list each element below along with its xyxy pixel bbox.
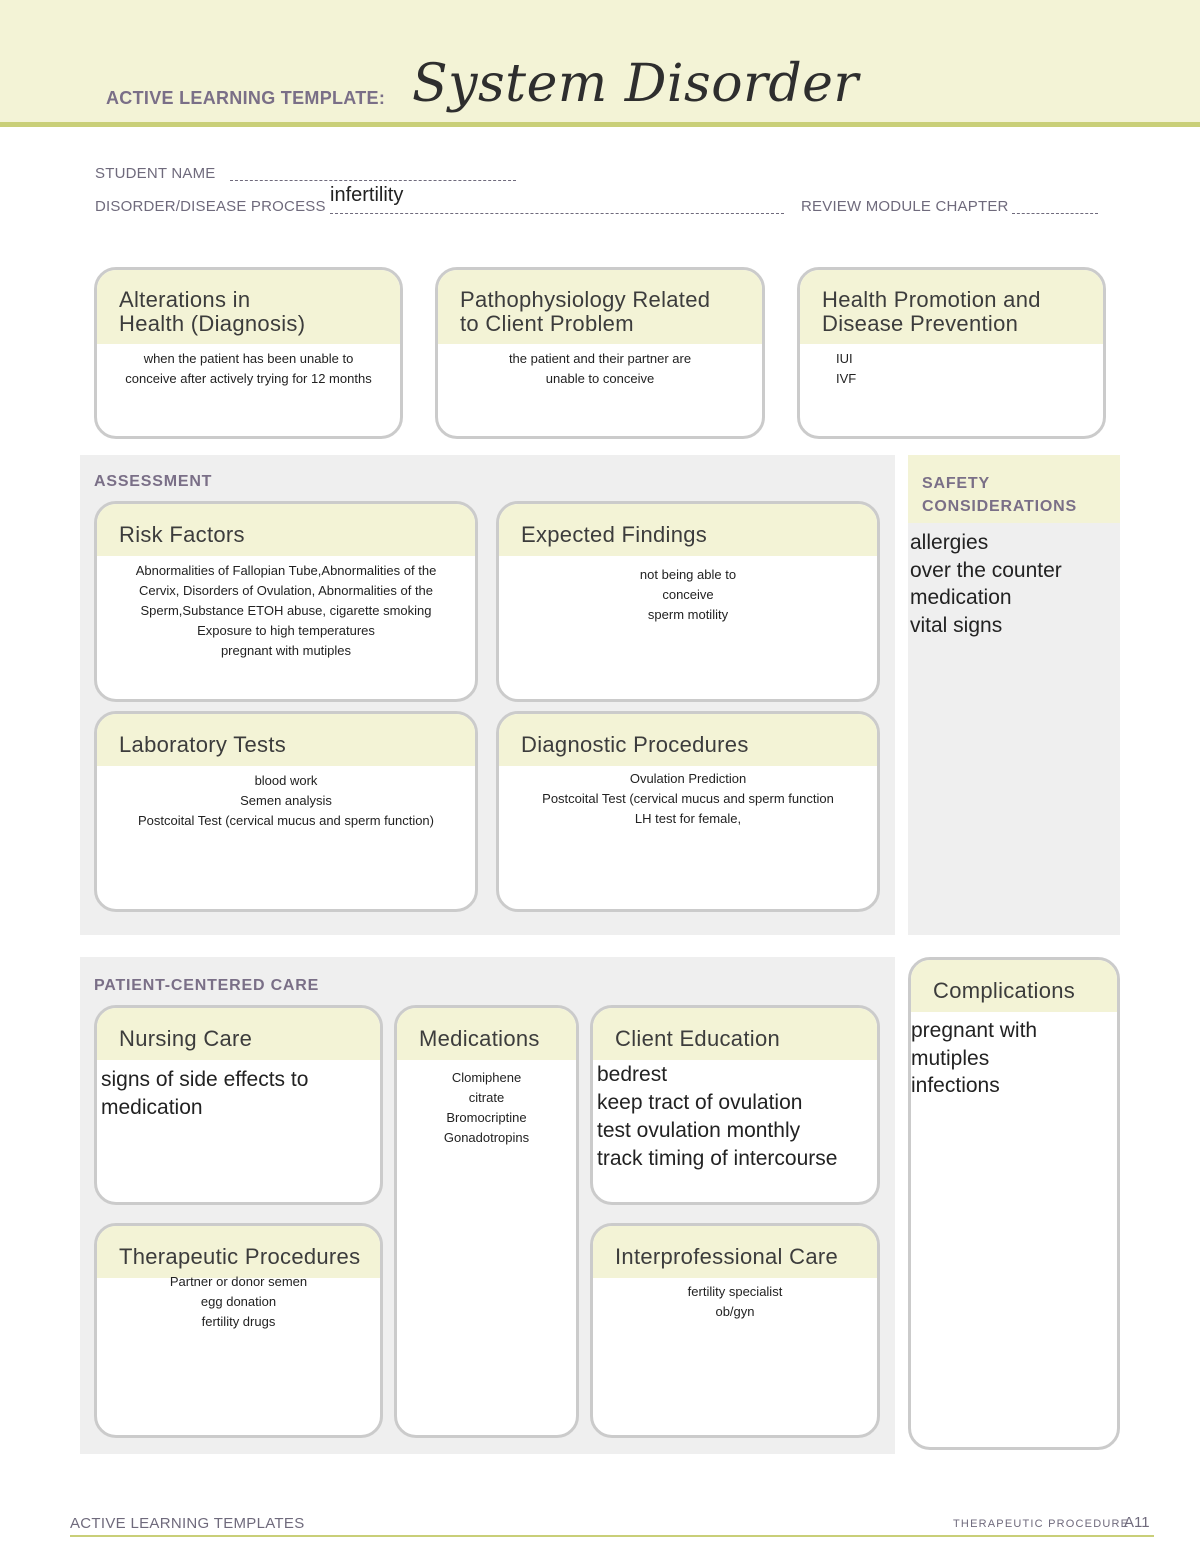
client-education-card xyxy=(590,1005,880,1205)
health-promotion-card xyxy=(797,267,1106,439)
safety-title-line1: SAFETY xyxy=(922,475,990,492)
pathophysiology-line: the patient and their partner are xyxy=(508,351,692,366)
complications-card xyxy=(908,957,1120,1450)
health-promotion-line: IVF xyxy=(836,371,857,386)
complications-line: pregnant with xyxy=(911,1019,1038,1042)
health-promotion-title-line1: Health Promotion and xyxy=(822,287,1041,312)
expected-findings-line: not being able to xyxy=(639,567,737,582)
footer-rule xyxy=(70,1535,1154,1537)
client-education-line: bedrest xyxy=(597,1063,668,1086)
alterations-line: conceive after actively trying for 12 months xyxy=(125,371,372,386)
therapeutic-procedures-line: Partner or donor semen xyxy=(169,1274,308,1289)
diagnostic-procedures-line: Ovulation Prediction xyxy=(629,771,747,786)
medications-body[interactable] xyxy=(397,1060,576,1148)
safety-header xyxy=(908,455,1120,523)
safety-column xyxy=(908,455,1120,935)
footer-right-label: THERAPEUTIC PROCEDURE xyxy=(953,1518,1130,1530)
complications-title: Complications xyxy=(911,960,1117,1012)
laboratory-tests-title: Laboratory Tests xyxy=(97,714,475,766)
risk-factors-title: Risk Factors xyxy=(97,504,475,556)
health-promotion-body[interactable] xyxy=(800,344,1103,389)
safety-body[interactable] xyxy=(908,523,1120,639)
laboratory-tests-line: Semen analysis xyxy=(240,793,332,808)
safety-title xyxy=(908,455,1120,523)
medications-title: Medications xyxy=(397,1008,576,1060)
interprofessional-care-card xyxy=(590,1223,880,1438)
nursing-care-line: medication xyxy=(101,1096,203,1119)
nursing-care-title: Nursing Care xyxy=(97,1008,380,1060)
health-promotion-title xyxy=(800,270,1103,344)
client-education-body[interactable] xyxy=(593,1060,877,1173)
pathophysiology-title xyxy=(438,270,762,344)
risk-factors-line: Exposure to high temperatures xyxy=(197,623,375,638)
review-chapter-label: REVIEW MODULE CHAPTER xyxy=(801,198,1009,215)
risk-factors-card xyxy=(94,501,478,702)
risk-factors-line: Abnormalities of Fallopian Tube,Abnormalities of the xyxy=(135,563,437,578)
alterations-title-line1: Alterations in xyxy=(119,287,251,312)
diagnostic-procedures-card xyxy=(496,711,880,912)
student-name-field[interactable] xyxy=(230,180,516,181)
health-promotion-title-line2: Disease Prevention xyxy=(822,311,1019,336)
safety-line: vital signs xyxy=(910,613,1003,637)
nursing-care-line: signs of side effects to xyxy=(101,1068,309,1091)
pathophysiology-body[interactable] xyxy=(438,344,762,389)
disorder-value: infertility xyxy=(330,184,404,206)
safety-line: over the counter xyxy=(910,558,1062,582)
footer-page-number: A11 xyxy=(1124,1514,1150,1531)
pathophysiology-title-line2: to Client Problem xyxy=(460,311,634,336)
alterations-body[interactable] xyxy=(97,344,400,389)
medications-line: citrate xyxy=(468,1090,505,1105)
pathophysiology-line: unable to conceive xyxy=(545,371,655,386)
medications-line: Gonadotropins xyxy=(443,1130,530,1145)
diagnostic-procedures-line: LH test for female, xyxy=(634,811,742,826)
pathophysiology-title-line1: Pathophysiology Related xyxy=(460,287,711,312)
therapeutic-procedures-title: Therapeutic Procedures xyxy=(97,1226,380,1278)
diagnostic-procedures-body[interactable] xyxy=(499,766,877,829)
safety-line: medication xyxy=(910,586,1012,609)
expected-findings-card xyxy=(496,501,880,702)
alterations-title-line2: Health (Diagnosis) xyxy=(119,311,306,336)
template-label: ACTIVE LEARNING TEMPLATE: xyxy=(106,88,386,108)
expected-findings-title: Expected Findings xyxy=(499,504,877,556)
alterations-line: when the patient has been unable to xyxy=(143,351,354,366)
risk-factors-line: Cervix, Disorders of Ovulation, Abnormalities of the xyxy=(138,583,434,598)
alterations-title xyxy=(97,270,400,344)
medications-line: Bromocriptine xyxy=(446,1110,527,1125)
health-promotion-line: IUI xyxy=(836,351,853,366)
laboratory-tests-body[interactable] xyxy=(97,766,475,831)
expected-findings-body[interactable] xyxy=(499,556,877,625)
complications-body[interactable] xyxy=(911,1012,1117,1100)
interprofessional-care-line: fertility specialist xyxy=(687,1284,783,1299)
safety-title-line2: CONSIDERATIONS xyxy=(922,498,1077,515)
student-name-label: STUDENT NAME xyxy=(95,165,216,182)
pathophysiology-card xyxy=(435,267,765,439)
risk-factors-line: pregnant with mutiples xyxy=(220,643,352,658)
diagnostic-procedures-line: Postcoital Test (cervical mucus and sperm function xyxy=(542,791,834,806)
page-title: System Disorder xyxy=(412,54,859,114)
client-education-line: keep tract of ovulation xyxy=(597,1091,803,1114)
client-education-title: Client Education xyxy=(593,1008,877,1060)
complications-line: mutiples xyxy=(911,1046,990,1070)
risk-factors-line: Sperm,Substance ETOH abuse, cigarette smoking xyxy=(140,603,432,618)
interprofessional-care-title: Interprofessional Care xyxy=(593,1226,877,1278)
interprofessional-care-line: ob/gyn xyxy=(715,1304,755,1319)
therapeutic-procedures-line: egg donation xyxy=(200,1294,277,1309)
nursing-care-body[interactable] xyxy=(97,1060,380,1122)
client-education-line: test ovulation monthly xyxy=(597,1119,801,1142)
medications-line: Clomiphene xyxy=(451,1070,522,1085)
footer-left-label: ACTIVE LEARNING TEMPLATES xyxy=(70,1515,305,1532)
alterations-card xyxy=(94,267,403,439)
safety-line: allergies xyxy=(910,531,989,554)
disorder-field[interactable] xyxy=(330,213,784,214)
client-education-line: track timing of intercourse xyxy=(597,1147,838,1170)
medications-card xyxy=(394,1005,579,1438)
laboratory-tests-line: Postcoital Test (cervical mucus and sperm function) xyxy=(138,813,434,828)
nursing-care-card xyxy=(94,1005,383,1205)
diagnostic-procedures-title: Diagnostic Procedures xyxy=(499,714,877,766)
therapeutic-procedures-card xyxy=(94,1223,383,1438)
assessment-title: ASSESSMENT xyxy=(94,473,213,490)
laboratory-tests-card xyxy=(94,711,478,912)
risk-factors-body[interactable] xyxy=(97,556,475,661)
therapeutic-procedures-body[interactable] xyxy=(97,1272,380,1332)
interprofessional-care-body[interactable] xyxy=(593,1278,877,1322)
disorder-label: DISORDER/DISEASE PROCESS xyxy=(95,198,326,215)
laboratory-tests-line: blood work xyxy=(254,773,318,788)
expected-findings-line: sperm motility xyxy=(647,607,729,622)
header-rule xyxy=(0,122,1200,127)
therapeutic-procedures-line: fertility drugs xyxy=(201,1314,276,1329)
review-chapter-field[interactable] xyxy=(1012,213,1098,214)
complications-line: infections xyxy=(911,1074,1000,1097)
patient-centered-care-title: PATIENT-CENTERED CARE xyxy=(94,977,320,994)
expected-findings-line: conceive xyxy=(662,587,714,602)
